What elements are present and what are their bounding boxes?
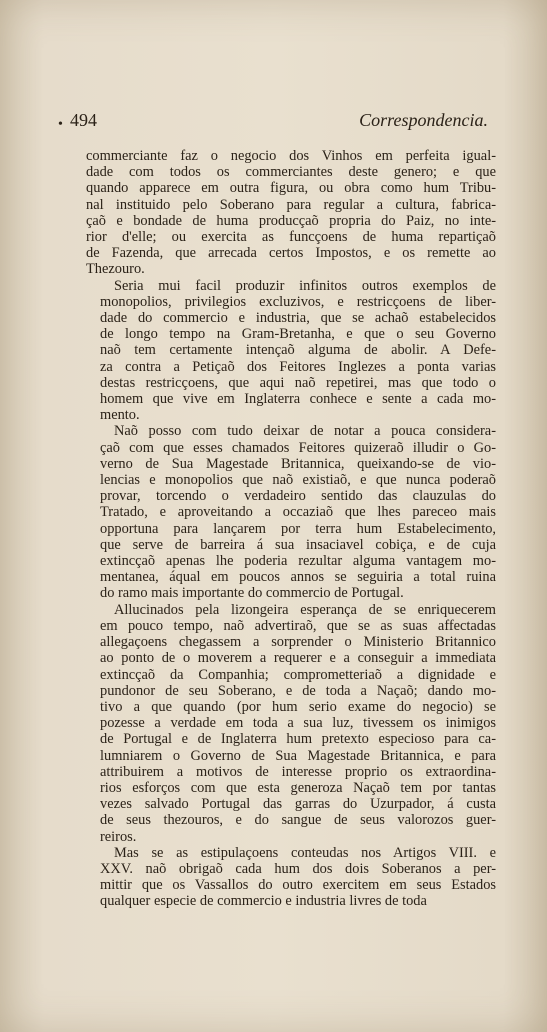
- text-line: Mas se as estipulaçoens conteudas nos Artigos VIII. e: [114, 844, 496, 861]
- text-line: ao ponto de o moverem a requerer e a conseguir a immediata: [100, 650, 496, 667]
- text-line: allegaçoens chegassem a sorprender o Ministerio Britannico: [100, 634, 496, 651]
- text-line: reiros.: [100, 828, 137, 845]
- text-line: homem que vive em Inglaterra conhece e sente a cada mo-: [100, 391, 496, 408]
- text-line: de Fazenda, que arrecada certos Impostos, e os remette ao: [86, 245, 496, 262]
- text-line: Tratado, e aproveitando a occaziaõ que lhes pareceo mais: [100, 504, 496, 521]
- text-line: pundonor de seu Soberano, e de toda a Naçaõ; dando mo-: [100, 682, 496, 699]
- text-line: attribuirem a motivos de interesse proprio os extraordina-: [100, 763, 496, 780]
- text-line: rior d'elle; ou exercita as funcçoens de huma repartiçaõ: [86, 229, 496, 246]
- text-line: extincçaõ apenas lhe poderia rezultar alguma vantagem mo-: [100, 553, 496, 570]
- text-line: qualquer especie de commercio e industria livres de toda: [100, 893, 427, 910]
- margin-marker: •: [58, 117, 63, 132]
- text-line: za contra a Petiçaõ dos Feitores Inglezes a ponta varias: [100, 358, 496, 375]
- paragraph: [86, 602, 496, 845]
- text-line: dade com todos os commerciantes deste genero; e que: [86, 164, 496, 181]
- text-line: mittir que os Vassallos do outro exercitem em seus Estados: [100, 877, 496, 894]
- text-line: do ramo mais importante do commercio de Portugal.: [100, 585, 404, 602]
- text-line: lencias e monopolios que naõ existiaõ, e que nunca poderaõ: [100, 472, 496, 489]
- text-line: em pouco tempo, naõ advertiraõ, que se as suas affectadas: [100, 617, 496, 634]
- text-line: vezes salvado Portugal das garras do Uzurpador, á custa: [100, 796, 496, 813]
- text-line: Naõ posso com tudo deixar de notar a pouca considera-: [114, 423, 496, 440]
- text-line: XXV. naõ obrigaõ cada hum dos dois Soberanos a per-: [100, 860, 496, 877]
- text-line: quando apparece em outra figura, ou obra como hum Tribu-: [86, 180, 496, 197]
- text-line: mento.: [100, 407, 140, 424]
- text-line: de seus thezouros, e do sangue de seus valorozos guer-: [100, 812, 496, 829]
- text-line: opportuna para lançarem por terra hum Estabelecimento,: [100, 520, 496, 537]
- text-line: provar, torcendo o verdadeiro sentido das clauzulas do: [100, 488, 496, 505]
- text-line: extincçaõ da Companhia; comprometteriaõ a dignidade e: [100, 666, 496, 683]
- paragraph: [86, 845, 496, 910]
- text-line: Allucinados pela lizongeira esperança de se enriquecerem: [114, 601, 496, 618]
- text-line: commerciante faz o negocio dos Vinhos em perfeita igual-: [86, 148, 496, 164]
- running-head: Correspondencia.: [359, 110, 488, 130]
- text-line: de longo tempo na Gram-Bretanha, e que o seu Governo: [100, 326, 496, 343]
- text-line: lumniarem o Governo de Sua Magestade Britannica, e para: [100, 747, 496, 764]
- paragraph: [86, 278, 496, 424]
- text-line: Seria mui facil produzir infinitos outros exemplos de: [114, 277, 496, 294]
- body-text: [86, 148, 496, 910]
- text-line: çaõ e bondade de huma producçaõ propria do Paiz, no inte-: [86, 212, 496, 229]
- text-line: de Portugal e de Inglaterra hum pretexto especioso para ca-: [100, 731, 496, 748]
- text-line: destas restricçoens, que aqui naõ repetirei, mas que todo o: [100, 374, 496, 391]
- text-line: Thezouro.: [86, 261, 145, 278]
- page-header: [58, 108, 490, 136]
- text-line: monopolios, privilegios excluzivos, e restricçoens de liber-: [100, 293, 496, 310]
- paragraph: [86, 148, 496, 278]
- text-line: dade do commercio e industria, que se achaõ estabelecidos: [100, 310, 496, 327]
- text-line: nal instituido pelo Soberano para regular a cultura, fabrica-: [86, 196, 496, 213]
- text-line: verno de Sua Magestade Britannica, queixando-se de vio-: [100, 455, 496, 472]
- text-line: tivo a que quando (por hum serio exame do negocio) se: [100, 698, 496, 715]
- text-line: que serve de barreira á sua insaciavel cobiça, e de cuja: [100, 536, 496, 553]
- text-line: rios esforços com que esta generoza Naçaõ tem por tantas: [100, 779, 496, 796]
- text-line: naõ tem certamente intençaõ alguma de abolir. A Defe-: [100, 342, 496, 359]
- paragraph: [86, 423, 496, 601]
- text-line: pozesse a verdade em toda a sua luz, tivessem os inimigos: [100, 715, 496, 732]
- text-line: çaõ com que esses chamados Feitores quizeraõ illudir o Go-: [100, 439, 496, 456]
- text-line: mentanea, áqual em poucos annos se seguiria a total ruina: [100, 569, 496, 586]
- page-number: 494: [70, 110, 97, 130]
